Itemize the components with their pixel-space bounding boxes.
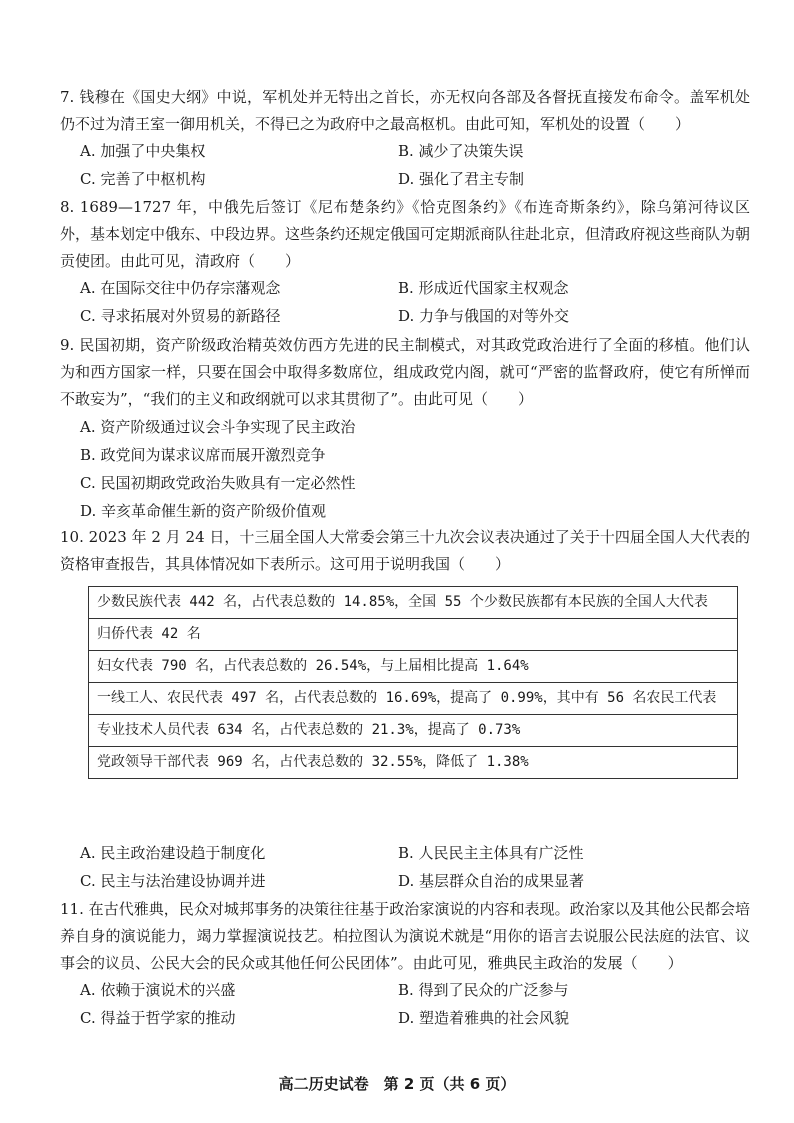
option-c: C. 得益于哲学家的推动 (80, 1009, 236, 1027)
options (60, 275, 750, 331)
page-footer: 高二历史试卷 第 2 页（共 6 页） (278, 1075, 516, 1093)
table-row: 一线工人、农民代表 497 名，占代表总数的 16.69%，提高了 0.99%，其中有 56 名农民工代表 (89, 683, 738, 715)
question-9 (60, 332, 750, 525)
option-c: C. 完善了中枢机构 (80, 170, 206, 188)
option-a: A. 在国际交往中仍存宗藩观念 (80, 279, 281, 297)
question-10 (60, 524, 750, 578)
table-row: 党政领导干部代表 969 名，占代表总数的 32.55%，降低了 1.38% (89, 747, 738, 779)
options (60, 138, 750, 194)
option-c: C. 寻求拓展对外贸易的新路径 (80, 307, 281, 325)
question-stem: 10. 2023 年 2 月 24 日，十三届全国人大常委会第三十九次会议表决通过了关于十四届全国人大代表的资格审查报告，其具体情况如下表所示。这可用于说明我国（ ） (60, 528, 750, 573)
table-row: 妇女代表 790 名，占代表总数的 26.54%，与上届相比提高 1.64% (89, 651, 738, 683)
option-b: B. 得到了民众的广泛参与 (398, 981, 569, 999)
option-b: B. 政党间为谋求议席而展开激烈竞争 (80, 446, 326, 464)
option-d: D. 基层群众自治的成果显著 (398, 872, 585, 890)
option-c: C. 民国初期政党政治失败具有一定必然性 (80, 474, 356, 492)
option-d: D. 力争与俄国的对等外交 (398, 307, 570, 325)
option-d: D. 塑造着雅典的社会风貌 (398, 1009, 570, 1027)
question-stem: 11. 在古代雅典，民众对城邦事务的决策往往基于政治家演说的内容和表现。政治家以及其他公民都会培养自身的演说能力，竭力掌握演说技艺。柏拉图认为演说术就是“用你的语言去说服公民法庭的法官、议事会的议员、公民大会的民众或其他任何公民团体”。由此可见，雅典民主政治的发展（ ） (60, 900, 750, 972)
option-d: D. 辛亥革命催生新的资产阶级价值观 (80, 502, 327, 520)
question-11 (60, 896, 750, 1033)
question-10-options (60, 840, 750, 896)
options (60, 977, 750, 1033)
option-a: A. 加强了中央集权 (80, 142, 206, 160)
question-stem: 7. 钱穆在《国史大纲》中说，军机处并无特出之首长，亦无权向各部及各督抚直接发布命令。盖军机处仍不过为清王室一御用机关，不得已之为政府中之最高枢机。由此可知，军机处的设置（ ） (60, 88, 750, 133)
options (60, 840, 750, 896)
table-row: 归侨代表 42 名 (89, 619, 738, 651)
question-stem: 9. 民国初期，资产阶级政治精英效仿西方先进的民主制模式，对其政党政治进行了全面的移植。他们认为和西方国家一样，只要在国会中取得多数席位，组成政党内阁，就可“严密的监督政府，使它有所惮而不敢妄为”，“我们的主义和政纲就可以求其贯彻了”。由此可见（ ） (60, 336, 750, 408)
option-c: C. 民主与法治建设协调并进 (80, 872, 266, 890)
table-row: 专业技术人员代表 634 名，占代表总数的 21.3%，提高了 0.73% (89, 715, 738, 747)
question-8 (60, 194, 750, 331)
option-a: A. 资产阶级通过议会斗争实现了民主政治 (80, 418, 356, 436)
question-7 (60, 84, 750, 194)
option-b: B. 减少了决策失误 (398, 142, 524, 160)
option-b: B. 形成近代国家主权观念 (398, 279, 569, 297)
question-stem: 8. 1689—1727 年，中俄先后签订《尼布楚条约》《恰克图条约》《布连奇斯条约》，除乌第河待议区外，基本划定中俄东、中段边界。这些条约还规定俄国可定期派商队往赴北京，但清政府视这些商队为朝贡使团。由此可见，清政府（ ） (60, 198, 751, 270)
option-a: A. 民主政治建设趋于制度化 (80, 844, 266, 862)
option-d: D. 强化了君主专制 (398, 170, 525, 188)
option-b: B. 人民民主主体具有广泛性 (398, 844, 584, 862)
delegates-table (88, 586, 738, 779)
option-a: A. 依赖于演说术的兴盛 (80, 981, 236, 999)
table-row: 少数民族代表 442 名，占代表总数的 14.85%，全国 55 个少数民族都有本民族的全国人大代表 (89, 587, 738, 619)
